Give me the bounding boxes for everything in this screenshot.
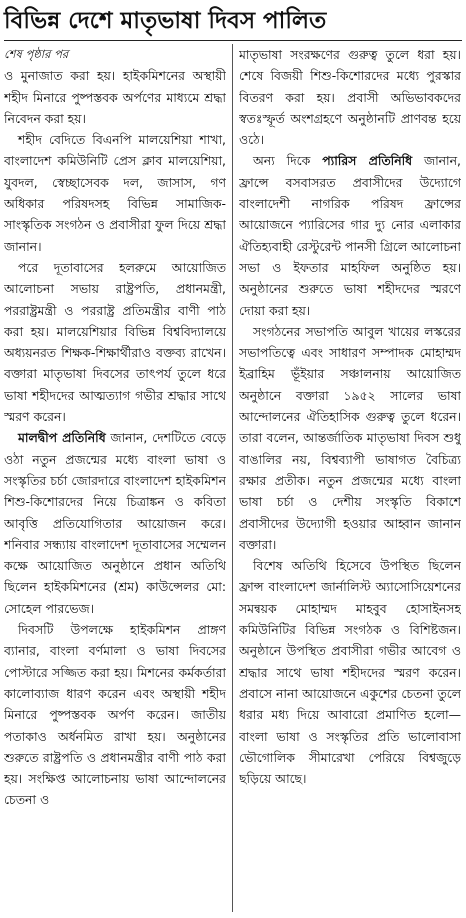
left-paragraph-4-text: জানান, দেশটিতে বেড়ে ওঠা নতুন প্রজন্মের মধ্যে বাংলা ভাষা ও সংস্কৃতির চর্চা জোরদারে বাংলাদেশ হাইকমিশন শিশু-কিশোরদের নিয়ে চিত্রাঙ্কন ও কবিতা আবৃত্তি প্রতিযোগিতার আয়োজন করে। শনিবার সন্ধ্যায় বাংলাদেশ দূতাবাসের সম্মেলন কক্ষে আয়োজিত অনুষ্ঠানে প্রধান অতিথি ছিলেন হাইকমিশনের (শ্রম) কাউন্সেলর মো: সোহেল পারভেজ। [4, 430, 226, 616]
right-paragraph-1: মাতৃভাষা সংরক্ষণের গুরুত্ব তুলে ধরা হয়। শেষে বিজয়ী শিশু-কিশোরদের মধ্যে পুরস্কার বিতরণ করা হয়। প্রবাসী অভিভাবকদের স্বতঃস্ফূর্ত অংশগ্রহণে অনুষ্ঠানটি প্রাণবন্ত হয়ে ওঠে। [239, 47, 461, 148]
right-paragraph-3: সংগঠনের সভাপতি আবুল খায়ের লস্করের সভাপতিত্বে এবং সাধারণ সম্পাদক মোহাম্মদ ইব্রাহিম ভূঁইয়ার সঞ্চালনায় আয়োজিত অনুষ্ঠানে বক্তারা ১৯৫২ সালের ভাষা আন্দোলনের ঐতিহাসিক গুরুত্ব তুলে ধরেন। তারা বলেন, আন্তর্জাতিক মাতৃভাষা দিবস শুধু বাঙালির নয়, বিশ্বব্যাপী ভাষাগত বৈচিত্র্য রক্ষার প্রতীক। নতুন প্রজন্মের মধ্যে বাংলা ভাষা চর্চা ও দেশীয় সংস্কৃতি বিকাশে প্রবাসীদের উদ্যোগী হওয়ার আহ্বান জানান বক্তারা। [239, 323, 461, 552]
left-paragraph-5: দিবসটি উপলক্ষে হাইকমিশন প্রাঙ্গণ ব্যানার, বাংলা বর্ণমালা ও ভাষা দিবসের পোস্টারে সজ্জিত করা হয়। মিশনের কর্মকর্তারা কালোব্যাজ ধারণ করেন এবং অস্থায়ী শহীদ মিনারে পুষ্পস্তবক অর্পণ করেন। জাতীয় পতাকাও অর্ধনমিত রাখা হয়। অনুষ্ঠানের শুরুতে রাষ্ট্রপতি ও প্রধানমন্ত্রীর বাণী পাঠ করা হয়। সংক্ষিপ্ত আলোচনায় ভাষা আন্দোলনের চেতনা ও [4, 622, 226, 808]
left-paragraph-1: ও মুনাজাত করা হয়। হাইকমিশনের অস্থায়ী শহীদ মিনারে পুষ্পস্তবক অর্পণের মাধ্যমে শ্রদ্ধা নিবেদন করা হয়। [4, 68, 226, 126]
column-divider [232, 44, 233, 912]
maldives-correspondent-label: মালদ্বীপ প্রতিনিধি [18, 430, 106, 446]
right-column [239, 44, 461, 914]
headline: বিভিন্ন দেশে মাতৃভাষা দিবস পালিত [4, 8, 327, 34]
continued-label: শেষ পৃষ্ঠার পর [4, 47, 69, 61]
headline-rule [4, 40, 462, 41]
left-column [4, 44, 226, 914]
right-paragraph-4: বিশেষ অতিথি হিসেবে উপস্থিত ছিলেন ফ্রান্স বাংলাদেশ জার্নালিস্ট অ্যাসোসিয়েশনের সমন্বয়ক মোহাম্মদ মাহবুব হোসাইনসহ কমিউনিটির বিভিন্ন সংগঠক ও বিশিষ্টজন। অনুষ্ঠানে উপস্থিত প্রবাসীরা গভীর আবেগ ও শ্রদ্ধার সাথে ভাষা শহীদদের স্মরণ করেন। প্রবাসে নানা আয়োজনে একুশের চেতনা তুলে ধরার মধ্য দিয়ে আবারো প্রমাণিত হলো— বাংলা ভাষা ও সংস্কৃতির প্রতি ভালোবাসা ভৌগোলিক সীমারেখা পেরিয়ে বিশ্বজুড়ে ছড়িয়ে আছে। [239, 558, 461, 787]
right-paragraph-2-pre: অন্য দিকে [253, 153, 323, 169]
left-paragraph-4 [4, 427, 226, 619]
left-paragraph-3: পরে দূতাবাসের হলরুমে আয়োজিত আলোচনা সভায় রাষ্ট্রপতি, প্রধানমন্ত্রী, পররাষ্ট্রমন্ত্রী ও পররাষ্ট্র প্রতিমন্ত্রীর বাণী পাঠ করা হয়। মালয়েশিয়ার বিভিন্ন বিশ্ববিদ্যালয়ে অধ্যয়নরত শিক্ষক-শিক্ষার্থীরাও বক্তব্য রাখেন। বক্তারা মাতৃভাষা দিবসের তাৎপর্য তুলে ধরে ভাষা শহীদদের আত্মত্যাগ গভীর শ্রদ্ধার সাথে স্মরণ করেন। [4, 259, 226, 425]
right-paragraph-2 [239, 150, 461, 320]
left-paragraph-2: শহীদ বেদিতে বিএনপি মালয়েশিয়া শাখা, বাংলাদেশ কমিউনিটি প্রেস ক্লাব মালয়েশিয়া, যুবদল, স্বেচ্ছাসেবক দল, জাসাস, গণ অধিকার পরিষদসহ বিভিন্ন সামাজিক-সাংস্কৃতিক সংগঠন ও প্রবাসীরা ফুল দিয়ে শ্রদ্ধা জানান। [4, 132, 226, 254]
right-paragraph-2-text: জানান, ফ্রান্সে বসবাসরত প্রবাসীদের উদ্যোগে বাংলাদেশী নাগরিক পরিষদ ফ্রান্সের আয়োজনে প্যারিসের গার দ্যু নোর এলাকার ঐতিহ্যবাহী রেস্টুরেন্ট পানসী গ্রিলে আলোচনা সভা ও ইফতার মাহফিল অনুষ্ঠিত হয়। অনুষ্ঠানের শুরুতে ভাষা শহীদদের স্মরণে দোয়া করা হয়। [239, 153, 461, 318]
paris-correspondent-label: প্যারিস প্রতিনিধি [322, 153, 413, 169]
